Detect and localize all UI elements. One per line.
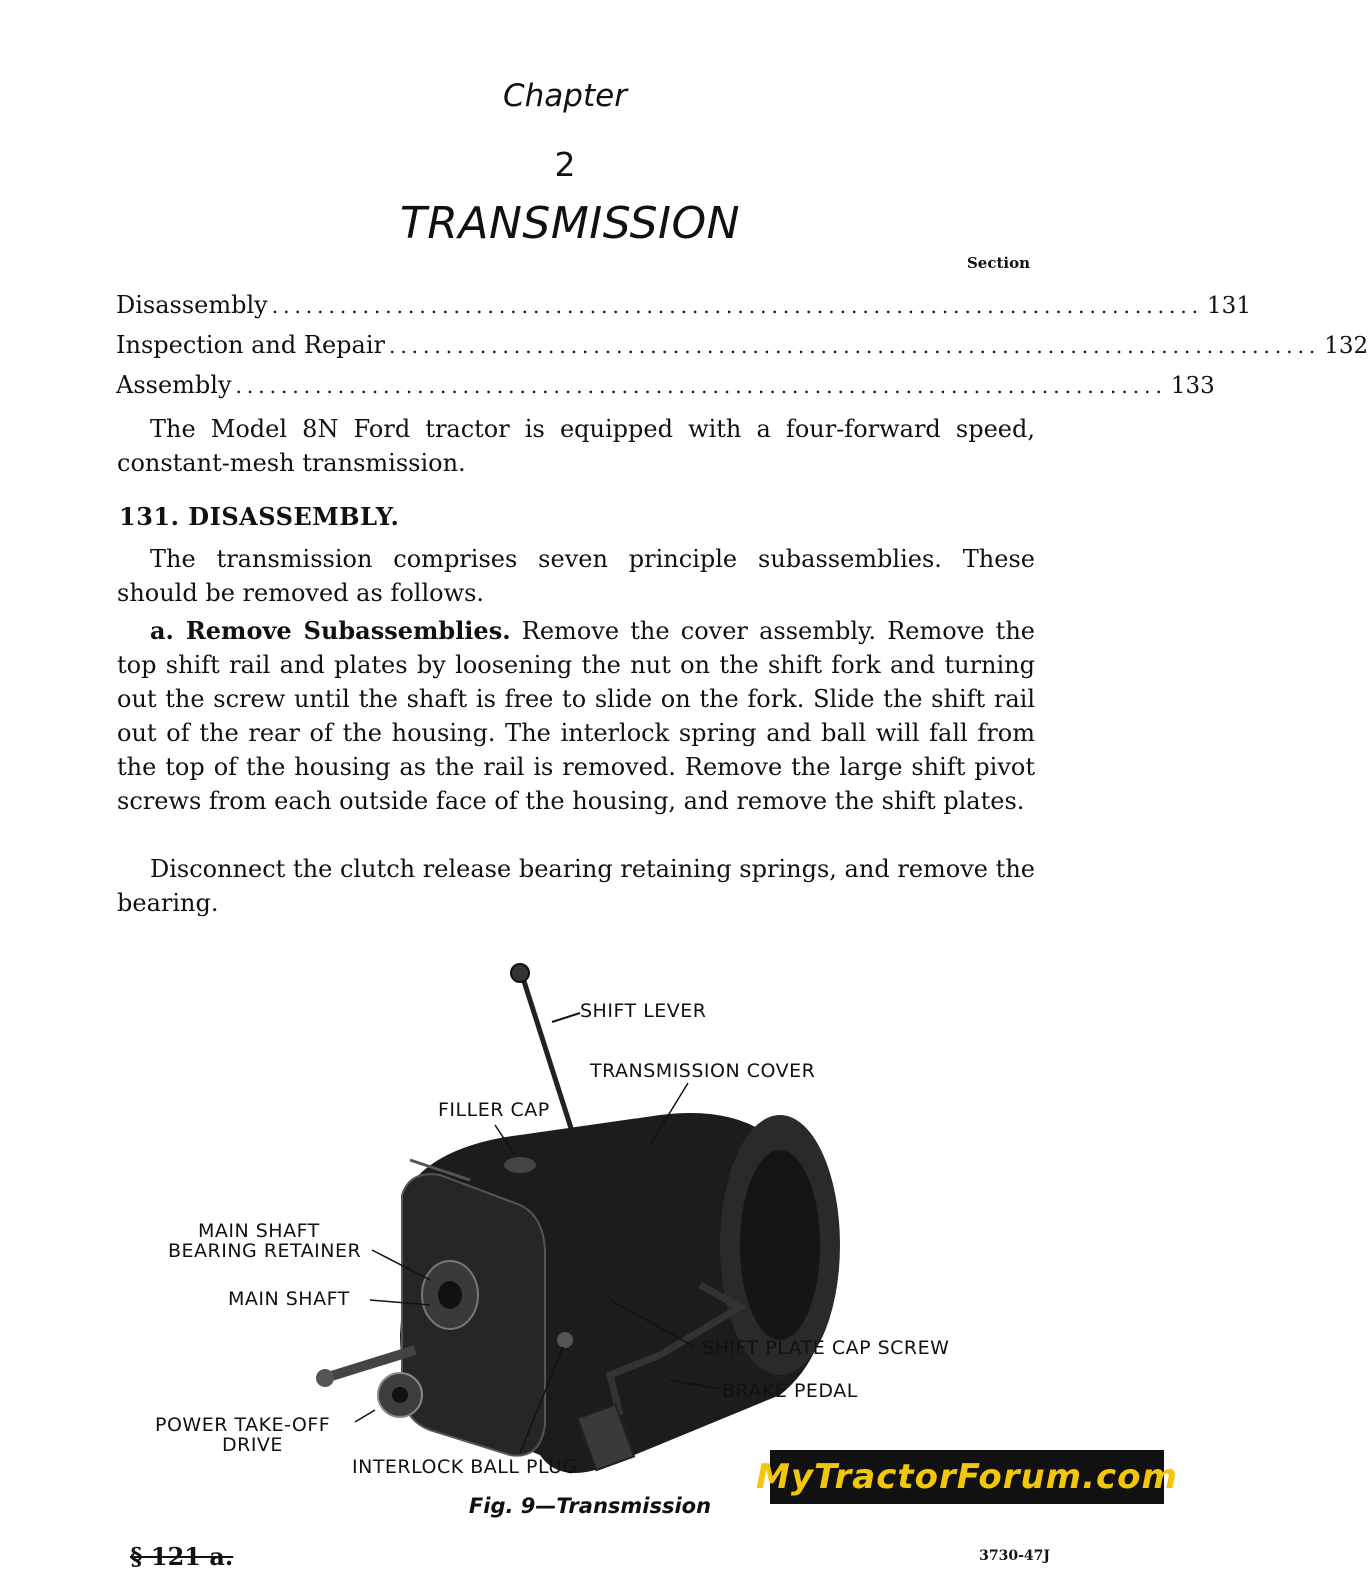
toc-label: Disassembly bbox=[116, 291, 268, 319]
toc-section: 131 bbox=[1207, 293, 1251, 319]
callout-main-shaft-bearing-retainer-line2: BEARING RETAINER bbox=[168, 1240, 362, 1262]
chapter-title: TRANSMISSION bbox=[399, 198, 741, 249]
callout-main-shaft-bearing-retainer-line1: MAIN SHAFT bbox=[198, 1220, 320, 1242]
toc-leader: .................................................................................. bbox=[271, 294, 1204, 318]
subsection-paragraph bbox=[117, 614, 1035, 818]
toc-section: 132 bbox=[1324, 333, 1368, 359]
toc-label: Inspection and Repair bbox=[116, 331, 385, 359]
chapter-number: 2 bbox=[554, 145, 576, 184]
toc-row bbox=[116, 291, 1251, 323]
section-heading: 131. DISASSEMBLY. bbox=[119, 502, 400, 531]
callout-brake-pedal: BRAKE PEDAL bbox=[722, 1380, 858, 1402]
toc-section: 133 bbox=[1170, 373, 1215, 399]
callout-pto-drive-line1: POWER TAKE-OFF bbox=[155, 1414, 331, 1436]
subsection-label: a. Remove Subassemblies. bbox=[150, 616, 511, 645]
toc-leader: .................................................................................. bbox=[388, 334, 1321, 358]
paragraph: Disconnect the clutch release bearing retaining springs, and remove the bearing. bbox=[117, 855, 1035, 917]
callout-filler-cap: FILLER CAP bbox=[438, 1099, 550, 1121]
callout-interlock-ball-plug: INTERLOCK BALL PLUG bbox=[352, 1456, 578, 1478]
footer-section-ref: § 121 a. bbox=[130, 1542, 234, 1571]
callout-transmission-cover: TRANSMISSION COVER bbox=[590, 1060, 816, 1082]
intro-paragraph: The Model 8N Ford tractor is equipped with a four-forward speed, constant-mesh transmission. bbox=[117, 415, 1035, 477]
figure-caption: Fig. 9—Transmission bbox=[468, 1494, 712, 1518]
subsection-text: Remove the cover assembly. Remove the top shift rail and plates by loosening the nut on the shift fork and turning out the screw until the shaft is free to slide on the fork. Slide the shift rail out of the rear of the housing. The interlock spring and ball will fall from the top of the housing as the rail is removed. Remove the large shift pivot screws from each outside face of the housing, and remove the shift plates. bbox=[117, 617, 1035, 815]
toc-row bbox=[116, 371, 1215, 403]
toc-label: Assembly bbox=[116, 371, 232, 399]
footer-code: 3730-47J bbox=[979, 1548, 1050, 1564]
paragraph: The transmission comprises seven principle subassemblies. These should be removed as follows. bbox=[117, 545, 1035, 607]
callout-pto-drive-line2: DRIVE bbox=[222, 1434, 283, 1456]
toc-leader: .................................................................................. bbox=[235, 374, 1167, 398]
watermark-logo bbox=[756, 1450, 1178, 1504]
callout-main-shaft: MAIN SHAFT bbox=[228, 1288, 350, 1310]
chapter-label: Chapter bbox=[503, 78, 627, 114]
callout-shift-lever: SHIFT LEVER bbox=[580, 1000, 707, 1022]
callout-shift-plate-cap-screw: SHIFT PLATE CAP SCREW bbox=[702, 1337, 950, 1359]
watermark-text: MyTractorForum.com bbox=[756, 1457, 1178, 1497]
toc-row bbox=[116, 331, 1368, 363]
toc-section-header: Section bbox=[966, 254, 1030, 272]
